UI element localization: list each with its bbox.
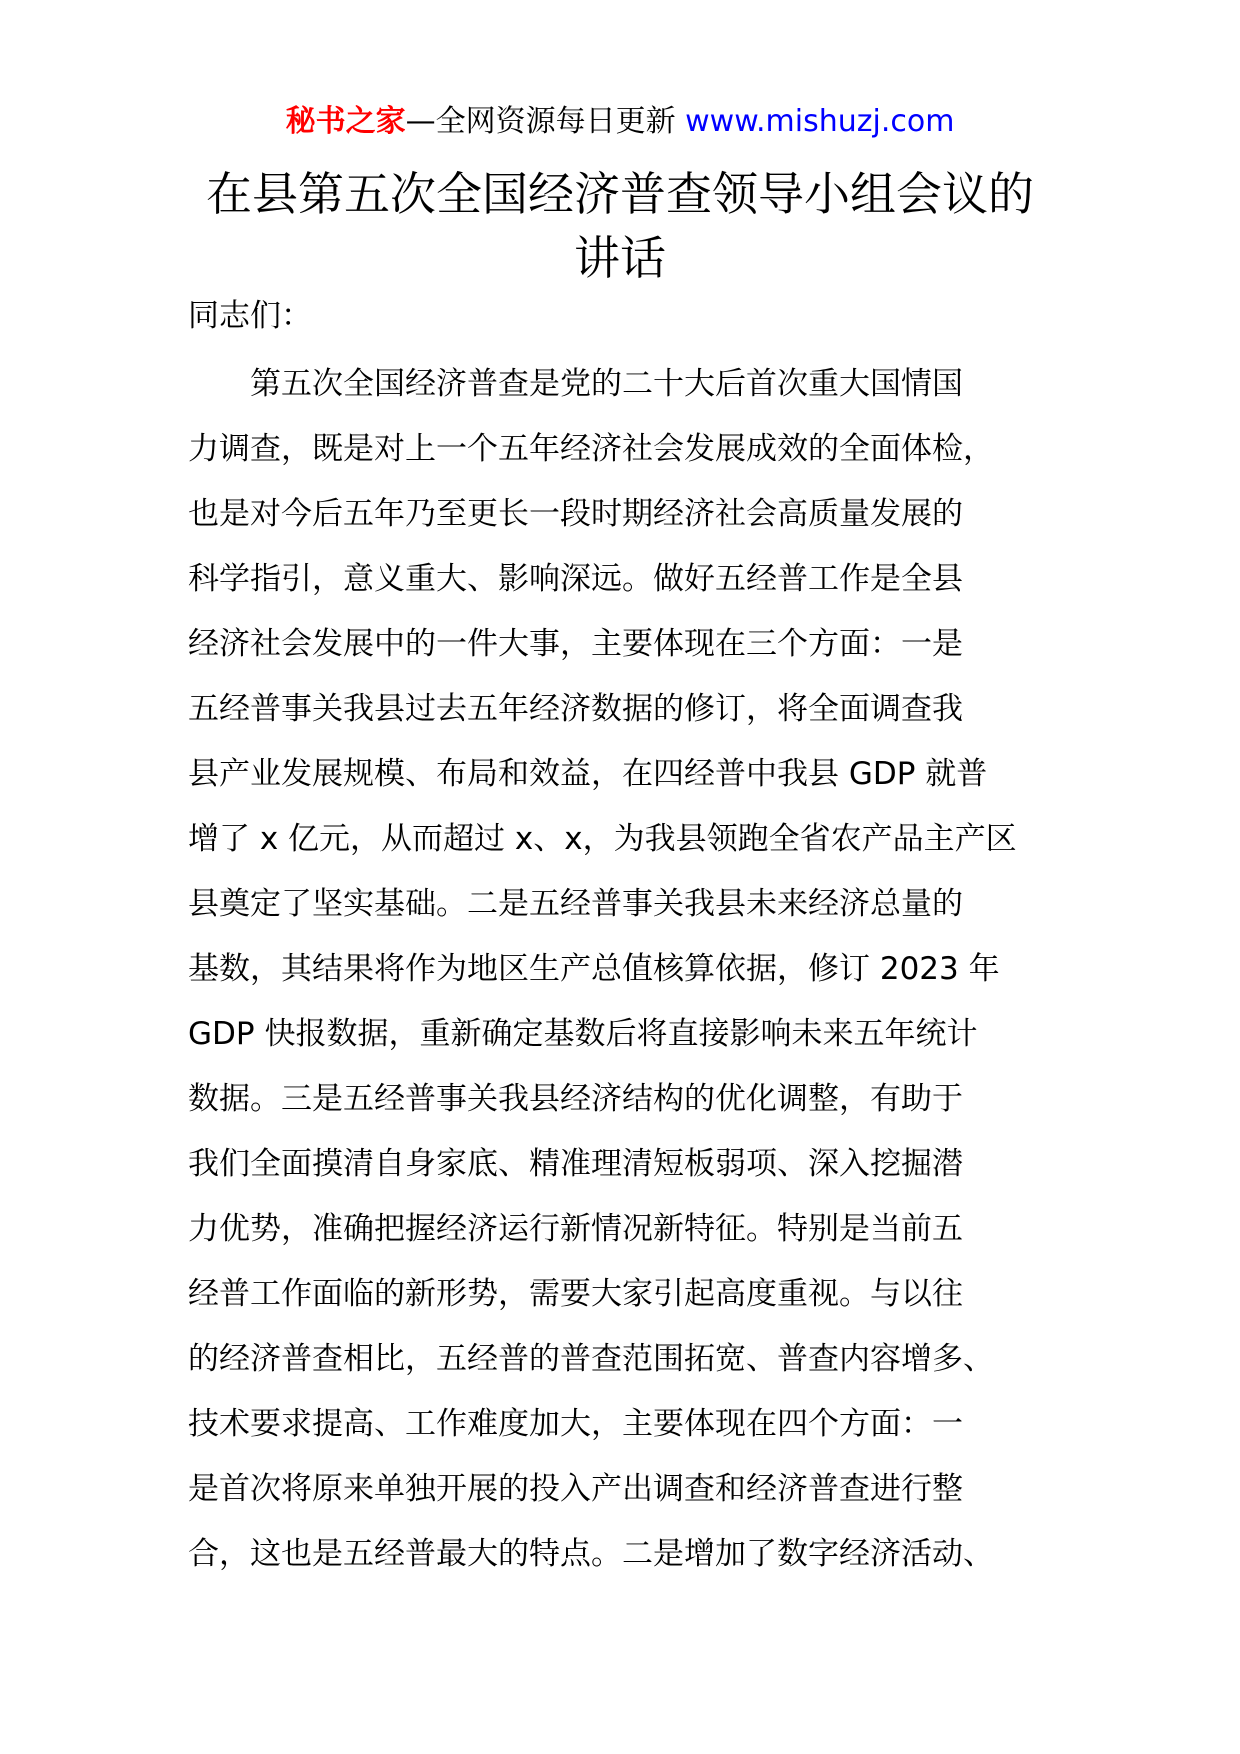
body-line: 经济社会发展中的一件大事，主要体现在三个方面：一是 — [188, 626, 963, 662]
body-line: 力调查，既是对上一个五年经济社会发展成效的全面体检， — [188, 431, 994, 467]
body-line: 我们全面摸清自身家底、精准理清短板弱项、深入挖掘潜 — [188, 1146, 963, 1182]
title-line-1: 在县第五次全国经济普查领导小组会议的 — [206, 167, 1034, 221]
body-line: 的经济普查相比，五经普的普查范围拓宽、普查内容增多、 — [188, 1341, 994, 1377]
body-line: 县奠定了坚实基础。二是五经普事关我县未来经济总量的 — [188, 886, 963, 922]
document-title — [180, 162, 1060, 290]
brand-name: 秘书之家 — [285, 104, 406, 139]
body-line: 科学指引，意义重大、影响深远。做好五经普工作是全县 — [188, 561, 963, 597]
body-line: 数据。三是五经普事关我县经济结构的优化调整，有助于 — [188, 1081, 963, 1117]
site-url-link[interactable]: www.mishuzj.com — [685, 104, 955, 139]
body-line: 技术要求提高、工作难度加大，主要体现在四个方面：一 — [188, 1406, 963, 1442]
body-line: 五经普事关我县过去五年经济数据的修订，将全面调查我 — [188, 691, 963, 727]
greeting: 同志们： — [188, 298, 312, 334]
body-line: 力优势，准确把握经济运行新情况新特征。特别是当前五 — [188, 1211, 963, 1247]
body-line: 也是对今后五年乃至更长一段时期经济社会高质量发展的 — [188, 496, 963, 532]
body-line: 第五次全国经济普查是党的二十大后首次重大国情国 — [188, 366, 963, 402]
title-line-2: 讲话 — [574, 231, 666, 285]
body-line: 是首次将原来单独开展的投入产出调查和经济普查进行整 — [188, 1471, 963, 1507]
body-line: 县产业发展规模、布局和效益，在四经普中我县 GDP 就普 — [188, 756, 988, 792]
body-line: 经普工作面临的新形势，需要大家引起高度重视。与以往 — [188, 1276, 963, 1312]
body-paragraph — [188, 362, 1068, 1597]
body-line: 合，这也是五经普最大的特点。二是增加了数字经济活动、 — [188, 1536, 994, 1572]
header-tagline: —全网资源每日更新 — [405, 104, 686, 139]
body-line: 增了 x 亿元，从而超过 x、x，为我县领跑全省农产品主产区 — [188, 821, 1017, 857]
body-line: 基数，其结果将作为地区生产总值核算依据，修订 2023 年 — [188, 951, 1000, 987]
body-line: GDP 快报数据，重新确定基数后将直接影响未来五年统计 — [188, 1016, 978, 1052]
site-header — [0, 100, 1240, 144]
